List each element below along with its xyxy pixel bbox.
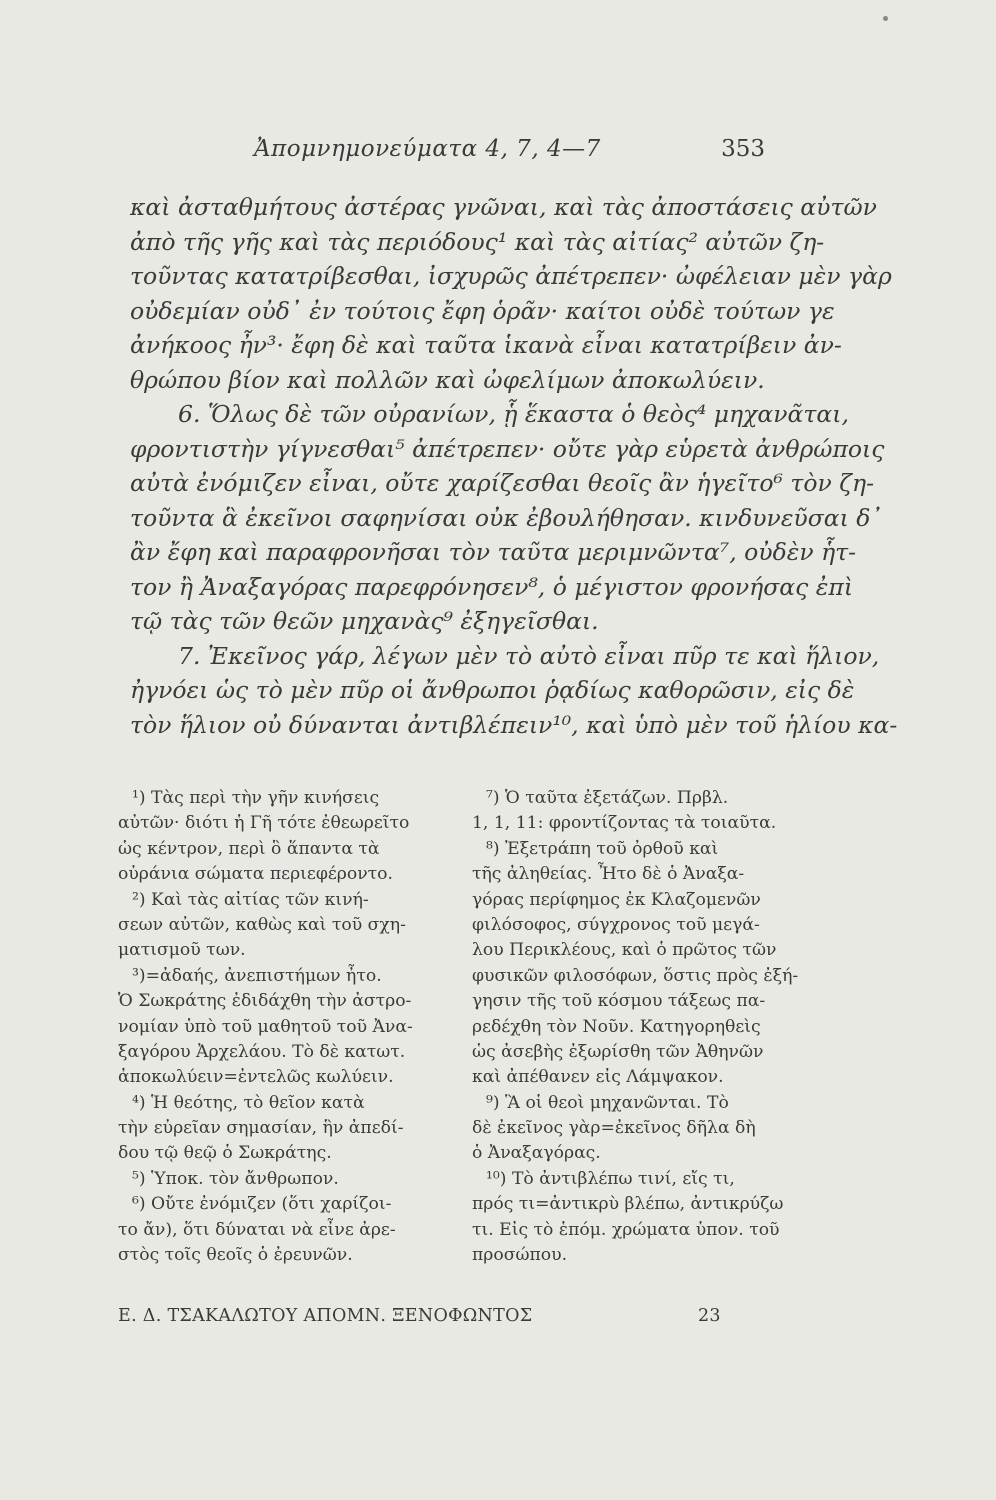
footnote-line: στὸς τοῖς θεοῖς ὁ ἐρευνῶν. [118,1245,353,1266]
footnote-line: ὡς κέντρον, περὶ ὃ ἅπαντα τὰ [118,838,380,859]
footnote-line: ἀποκωλύειν=ἐντελῶς κωλύειν. [118,1067,394,1088]
running-header [130,136,765,172]
text-line: καὶ ἀσταθμήτους ἀστέρας γνῶναι, καὶ τὰς ἀποστάσεις αὐτῶν [130,193,877,221]
footnote-line: Ὁ Σωκράτης ἐδιδάχθη τὴν ἀστρο- [118,991,412,1012]
running-title: Ἀπομνημονεύματα 4, 7, 4—7 [254,136,601,162]
page-number: 353 [721,136,765,162]
text-line: τοῦντα ἃ ἐκεῖνοι σαφηνίσαι οὐκ ἐβουλήθησαν. κινδυνεῦσαι δ᾽ [130,503,883,532]
footnote-line: γησιν τῆς τοῦ κόσμου τάξεως πα- [472,991,766,1012]
text-line: ἀπὸ τῆς γῆς καὶ τὰς περιόδους¹ καὶ τὰς αἰτίας² αὐτῶν ζη- [130,227,825,256]
footnote-line: προσώπου. [472,1245,568,1266]
text-line: τον ἢ Ἀναξαγόρας παρεφρόνησεν⁸, ὁ μέγιστον φρονήσας ἐπὶ [130,572,854,601]
footnotes-left-column [118,786,413,1268]
text-line-section-7: 7. Ἐκεῖνος γάρ, λέγων μὲν τὸ αὐτὸ εἶναι πῦρ τε καὶ ἥλιον, [178,641,880,670]
footnote-line: ὡς ἀσεβὴς ἐξωρίσθη τῶν Ἀθηνῶν [472,1041,764,1062]
text-line: τοῦντας κατατρίβεσθαι, ἰσχυρῶς ἀπέτρεπεν· ὠφέλειαν μὲν γὰρ [130,262,892,290]
text-line: οὐδεμίαν οὐδ᾽ ἐν τούτοις ἔφη ὁρᾶν· καίτοι οὐδὲ τούτων γε [130,296,835,325]
text-line: ἀνήκοος ἦν³· ἔφη δὲ καὶ ταῦτα ἱκανὰ εἶναι κατατρίβειν ἀν- [130,331,842,359]
footnote-line: ¹) Τὰς περὶ τὴν γῆν κινήσεις [132,788,380,808]
text-line: τὸν ἥλιον οὐ δύνανται ἀντιβλέπειν¹⁰, καὶ ὑπὸ μὲν τοῦ ἡλίου κα- [130,710,898,739]
footnote-line: ⁵) Ὑποκ. τὸν ἄνθρωπον. [132,1168,339,1189]
sheet-number: 23 [698,1306,721,1326]
footnote-line: τῆς ἀληθείας. Ἦτο δὲ ὁ Ἀναξα- [472,864,745,885]
footnote-line: ²) Καὶ τὰς αἰτίας τῶν κινή- [132,889,369,910]
footnote-line: τι. Εἰς τὸ ἑπόμ. χρώματα ὑπον. τοῦ [472,1219,780,1240]
footnote-line: γόρας περίφημος ἐκ Κλαζομενῶν [472,889,761,910]
footnote-line: σεων αὐτῶν, καθὼς καὶ τοῦ σχη- [118,914,406,935]
footnote-line: ⁶) Οὔτε ἐνόμιζεν (ὅτι χαρίζοι- [132,1194,392,1215]
text-line-section-6: 6. Ὅλως δὲ τῶν οὐρανίων, ᾗ ἕκαστα ὁ θεὸς⁴ μηχανᾶται, [178,400,849,428]
text-line: ἂν ἔφη καὶ παραφρονῆσαι τὸν ταῦτα μεριμνῶντα⁷, οὐδὲν ἧτ- [130,538,857,566]
footnote-line: φιλόσοφος, σύγχρονος τοῦ μεγά- [472,914,760,935]
footnote-line: ⁹) Ἃ οἱ θεοὶ μηχανῶνται. Τὸ [486,1092,729,1113]
footnote-line: ⁸) Ἐξετράπη τοῦ ὀρθοῦ καὶ [486,838,719,859]
footnote-line: αὐτῶν· διότι ἡ Γῆ τότε ἐθεωρεῖτο [118,813,410,834]
footnote-line: καὶ ἀπέθανεν εἰς Λάμψακον. [472,1067,724,1088]
footnote-line: φυσικῶν φιλοσόφων, ὅστις πρὸς ἐξή- [472,965,799,986]
text-line: τῷ τὰς τῶν θεῶν μηχανὰς⁹ ἐξηγεῖσθαι. [130,607,599,635]
footnote-line: τὴν εὐρεῖαν σημασίαν, ἣν ἀπεδί- [118,1118,404,1139]
footnotes-right-column [472,786,799,1268]
footnote-line: νομίαν ὑπὸ τοῦ μαθητοῦ τοῦ Ἀνα- [118,1016,413,1037]
footnote-line: ⁷) Ὁ ταῦτα ἐξετάζων. Πρβλ. [486,788,729,808]
text-line: θρώπου βίον καὶ πολλῶν καὶ ὠφελίμων ἀποκωλύειν. [130,365,765,394]
footnote-line: οὐράνια σώματα περιεφέροντο. [118,864,393,885]
footnote-line: ξαγόρου Ἀρχελάου. Τὸ δὲ κατωτ. [118,1041,406,1062]
text-line: αὐτὰ ἐνόμιζεν εἶναι, οὔτε χαρίζεσθαι θεοῖς ἂν ἡγεῖτο⁶ τὸν ζη- [130,469,875,497]
footnote-line: πρός τι=ἀντικρὺ βλέπω, ἀντικρύζω [472,1194,784,1215]
paper-speck [883,16,888,21]
footnote-line: 1, 1, 11: φροντίζοντας τὰ τοιαῦτα. [472,813,777,834]
footnote-line: δὲ ἐκεῖνος γὰρ=ἐκεῖνος δῆλα δὴ [472,1118,756,1139]
text-line: ἠγνόει ὡς τὸ μὲν πῦρ οἱ ἄνθρωποι ῥᾳδίως καθορῶσιν, εἰς δὲ [130,676,855,704]
printer-signature: Ε. Δ. ΤΣΑΚΑΛΩΤΟΥ ΑΠΟΜΝ. ΞΕΝΟΦΩΝΤΟΣ [118,1306,533,1326]
footnote-line: λου Περικλέους, καὶ ὁ πρῶτος τῶν [472,940,777,961]
footnote-line: δου τῷ θεῷ ὁ Σωκράτης. [118,1143,332,1164]
footnote-line: ρεδέχθη τὸν Νοῦν. Κατηγορηθεὶς [472,1016,761,1037]
footnote-line: το ἄν), ὅτι δύναται νὰ εἶνε ἀρε- [118,1219,396,1240]
text-line: φροντιστὴν γίγνεσθαι⁵ ἀπέτρεπεν· οὔτε γὰρ εὑρετὰ ἀνθρώποις [130,434,885,463]
main-text [130,190,898,742]
footnote-line: ⁴) Ἡ θεότης, τὸ θεῖον κατὰ [132,1092,365,1113]
footnote-line: ὁ Ἀναξαγόρας. [472,1143,601,1164]
footnote-line: ματισμοῦ των. [118,940,246,961]
footnote-line: ³)=ἀδαής, ἀνεπιστήμων ἦτο. [132,965,382,986]
footnote-line: ¹⁰) Τὸ ἀντιβλέπω τινί, εἴς τι, [486,1168,735,1189]
